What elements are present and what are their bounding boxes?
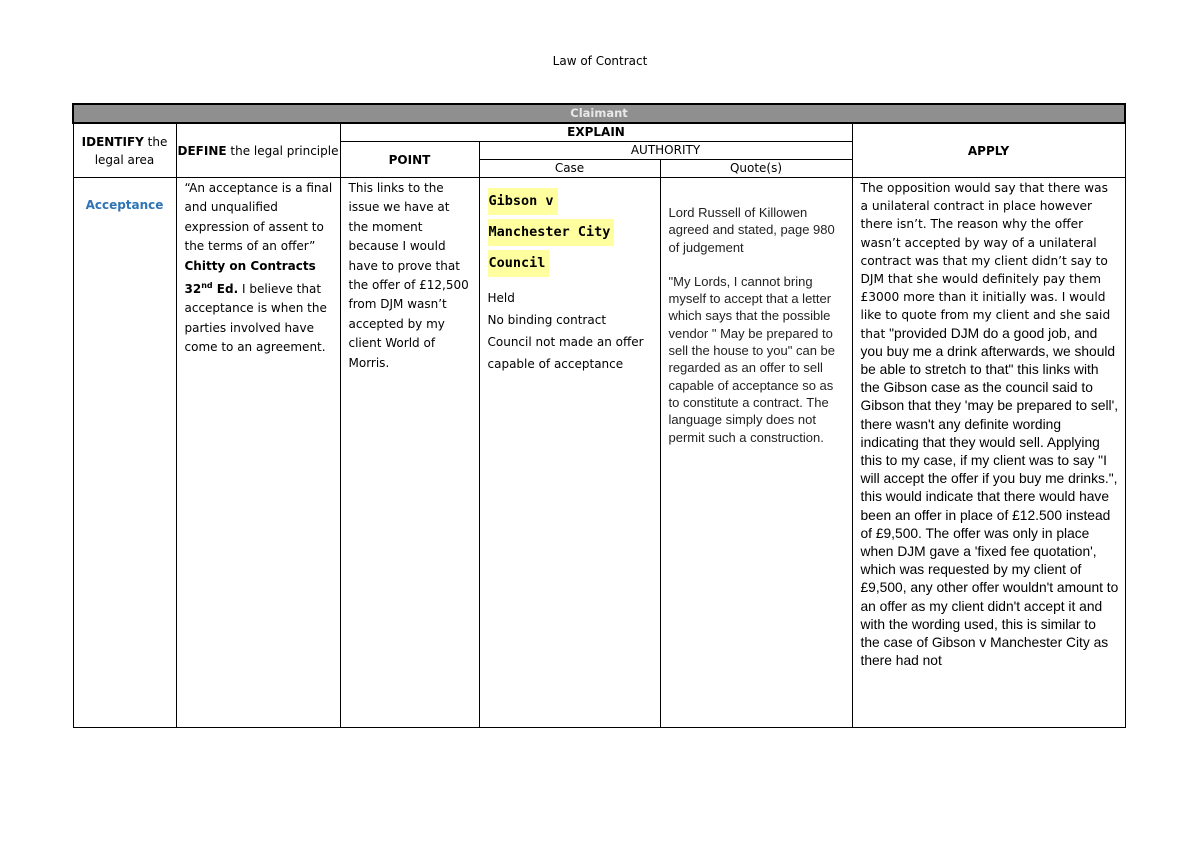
- section-claimant-header: Claimant: [73, 104, 1125, 123]
- quote-cell: [660, 178, 852, 728]
- header-identify: IDENTIFY the legal area: [73, 123, 176, 178]
- header-quotes: Quote(s): [660, 160, 852, 178]
- document-title: Law of Contract: [552, 54, 648, 68]
- case-note-1: No binding contract: [487, 313, 607, 327]
- case-held: Held: [487, 291, 515, 305]
- apply-text-part2: "provided DJM do a good job, and you buy me a drink afterwards, we should be able to stretch to that" this links with the Gibson case as the council said to Gibson that they 'may be prepared to sell', there wasn't any definite wording indicating that they would sell. Applying this to my case, if my client was to say "I will accept the offer if you buy me drinks.", this would indicate that there would have been an offer in place of £12.500 instead of £9,500. The offer was only in place when DJM gave a 'fixed fee quotation', which was requested by my client of £9,500, any other offer wouldn't amount to an offer as my client didn't accept it and with the wording used, this is similar to the case of Gibson v Manchester City as there had not: [860, 325, 1119, 669]
- legal-area-cell: [73, 178, 176, 728]
- header-explain: EXPLAIN: [340, 123, 852, 142]
- case-cell: [479, 178, 660, 728]
- header-case: Case: [479, 160, 660, 178]
- definition-source: Chitty on Contracts 32nd Ed.: [184, 258, 316, 297]
- header-authority: AUTHORITY: [479, 142, 852, 160]
- apply-cell: [852, 178, 1125, 728]
- legal-area-label: Acceptance: [85, 198, 164, 212]
- point-cell: This links to the issue we have at the moment because I would have to prove that the offer of £12,500 from DJM wasn’t accepted by my client World of Morris.: [340, 178, 479, 728]
- apply-text-part1: The opposition would say that there was a unilateral contract in place however there isn’t. The reason why the offer wasn’t accepted by way of a unilateral contract was that my client didn’t say to DJM that she would definitely pay them £3000 more than it initially was. I would like to quote from my client and she said that: [860, 181, 1111, 341]
- quote-intro: Lord Russell of Killowen agreed and stated, page 980 of judgement: [668, 205, 835, 255]
- header-point: POINT: [340, 142, 479, 178]
- header-define: DEFINE the legal principle: [176, 123, 340, 178]
- quote-text: "My Lords, I cannot bring myself to accept that a letter which says that the possible vendor " May be prepared to sell the house to you" can be regarded as an offer to sell capable of acceptance so as to constitute a contract. The language simply does not permit such a construction.: [668, 273, 836, 445]
- definition-cell: “An acceptance is a final and unqualified expression of assent to the terms of an offer” Chitty on Contracts 32nd Ed. I believe that acceptance is when the parties involved have come to an agreement.: [176, 178, 340, 728]
- case-name: Gibson v Manchester City Council: [488, 186, 653, 279]
- case-note-2: Council not made an offer capable of acceptance: [487, 335, 644, 371]
- claimant-table: [72, 103, 1126, 728]
- header-apply: APPLY: [852, 123, 1125, 178]
